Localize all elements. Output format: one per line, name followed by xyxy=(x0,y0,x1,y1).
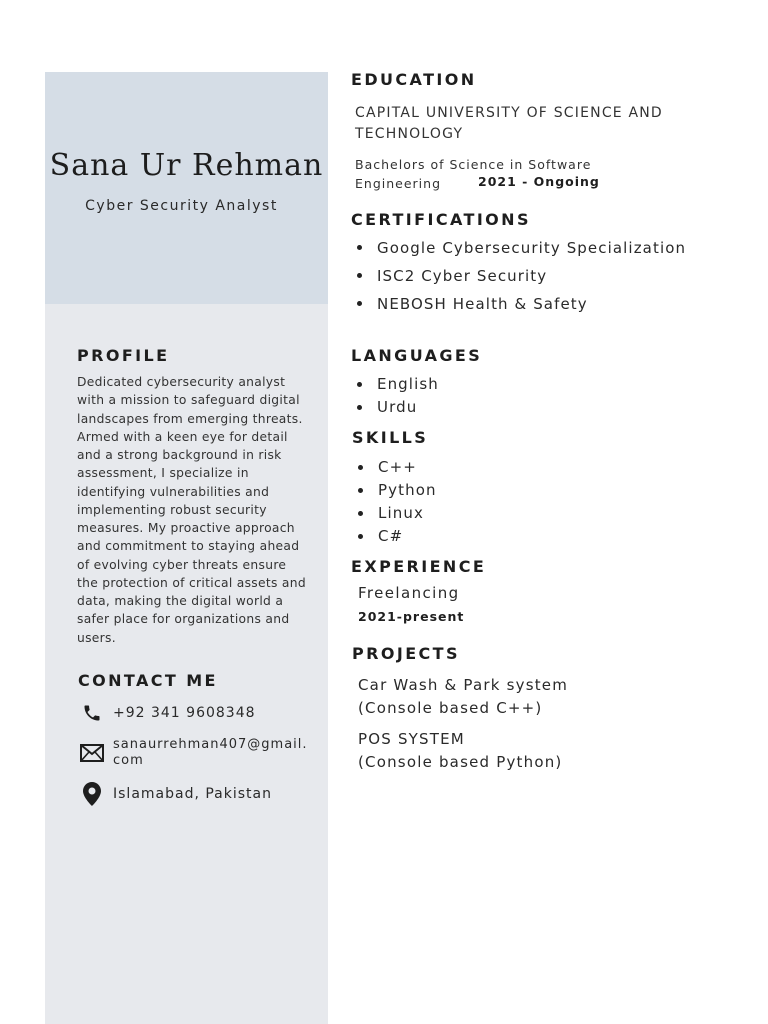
profile-text: Dedicated cybersecurity analyst with a mission to safeguard digital landscapes from emerging threats. Armed with a keen eye for detail and a strong background in risk assessment, I specialize in identifying vulnerabilities and implementing robust security measures. My proactive approach and commitment to staying ahead of evolving cyber threats ensure the protection of critical assets and data, making the digital world a safer place for organizations and users. xyxy=(77,375,306,645)
phone-icon xyxy=(80,701,104,725)
languages-heading: LANGUAGES xyxy=(351,346,483,365)
projects-heading: PROJECTS xyxy=(352,644,460,663)
list-item: English xyxy=(351,374,439,397)
list-item: NEBOSH Health & Safety xyxy=(351,293,686,321)
project-name: POS SYSTEM xyxy=(358,730,465,748)
phone-number[interactable]: +92 341 9608348 xyxy=(113,705,256,721)
list-item: C++ xyxy=(352,457,437,480)
job-title: Cyber Security Analyst xyxy=(85,198,278,214)
contact-location xyxy=(80,782,272,806)
list-item: ISC2 Cyber Security xyxy=(351,265,686,293)
experience-role: Freelancing xyxy=(358,584,460,602)
list-item: Python xyxy=(352,480,437,503)
skills-heading: SKILLS xyxy=(352,428,429,447)
list-item: C# xyxy=(352,526,437,549)
project-item xyxy=(358,674,738,720)
education-heading: EDUCATION xyxy=(351,70,477,89)
project-item xyxy=(358,728,738,774)
list-item: Linux xyxy=(352,503,437,526)
candidate-name: Sana Ur Rehman xyxy=(49,148,324,183)
languages-list xyxy=(351,374,439,420)
project-name: Car Wash & Park system xyxy=(358,676,569,694)
mail-icon xyxy=(80,741,104,765)
experience-years: 2021-present xyxy=(358,609,465,624)
contact-phone xyxy=(80,701,256,725)
profile-heading: PROFILE xyxy=(77,346,170,365)
location-pin-icon xyxy=(80,782,104,806)
contact-email xyxy=(80,737,313,769)
list-item: Urdu xyxy=(351,397,439,420)
email-address[interactable]: sanaurrehman407@gmail.com xyxy=(113,737,308,768)
skills-list xyxy=(352,457,437,549)
certifications-heading: CERTIFICATIONS xyxy=(351,210,531,229)
sidebar-header-panel xyxy=(45,72,328,304)
degree-name: Bachelors of Science in Software Engineering xyxy=(355,157,592,191)
location-text: Islamabad, Pakistan xyxy=(113,786,272,802)
certifications-list xyxy=(351,237,686,321)
school-name: CAPITAL UNIVERSITY OF SCIENCE AND TECHNOLOGY xyxy=(355,105,663,142)
project-detail: (Console based Python) xyxy=(358,753,563,771)
education-years: 2021 - Ongoing xyxy=(478,174,600,189)
experience-heading: EXPERIENCE xyxy=(351,557,487,576)
project-detail: (Console based C++) xyxy=(358,699,543,717)
list-item: Google Cybersecurity Specialization xyxy=(351,237,686,265)
contact-heading: CONTACT ME xyxy=(78,671,218,690)
